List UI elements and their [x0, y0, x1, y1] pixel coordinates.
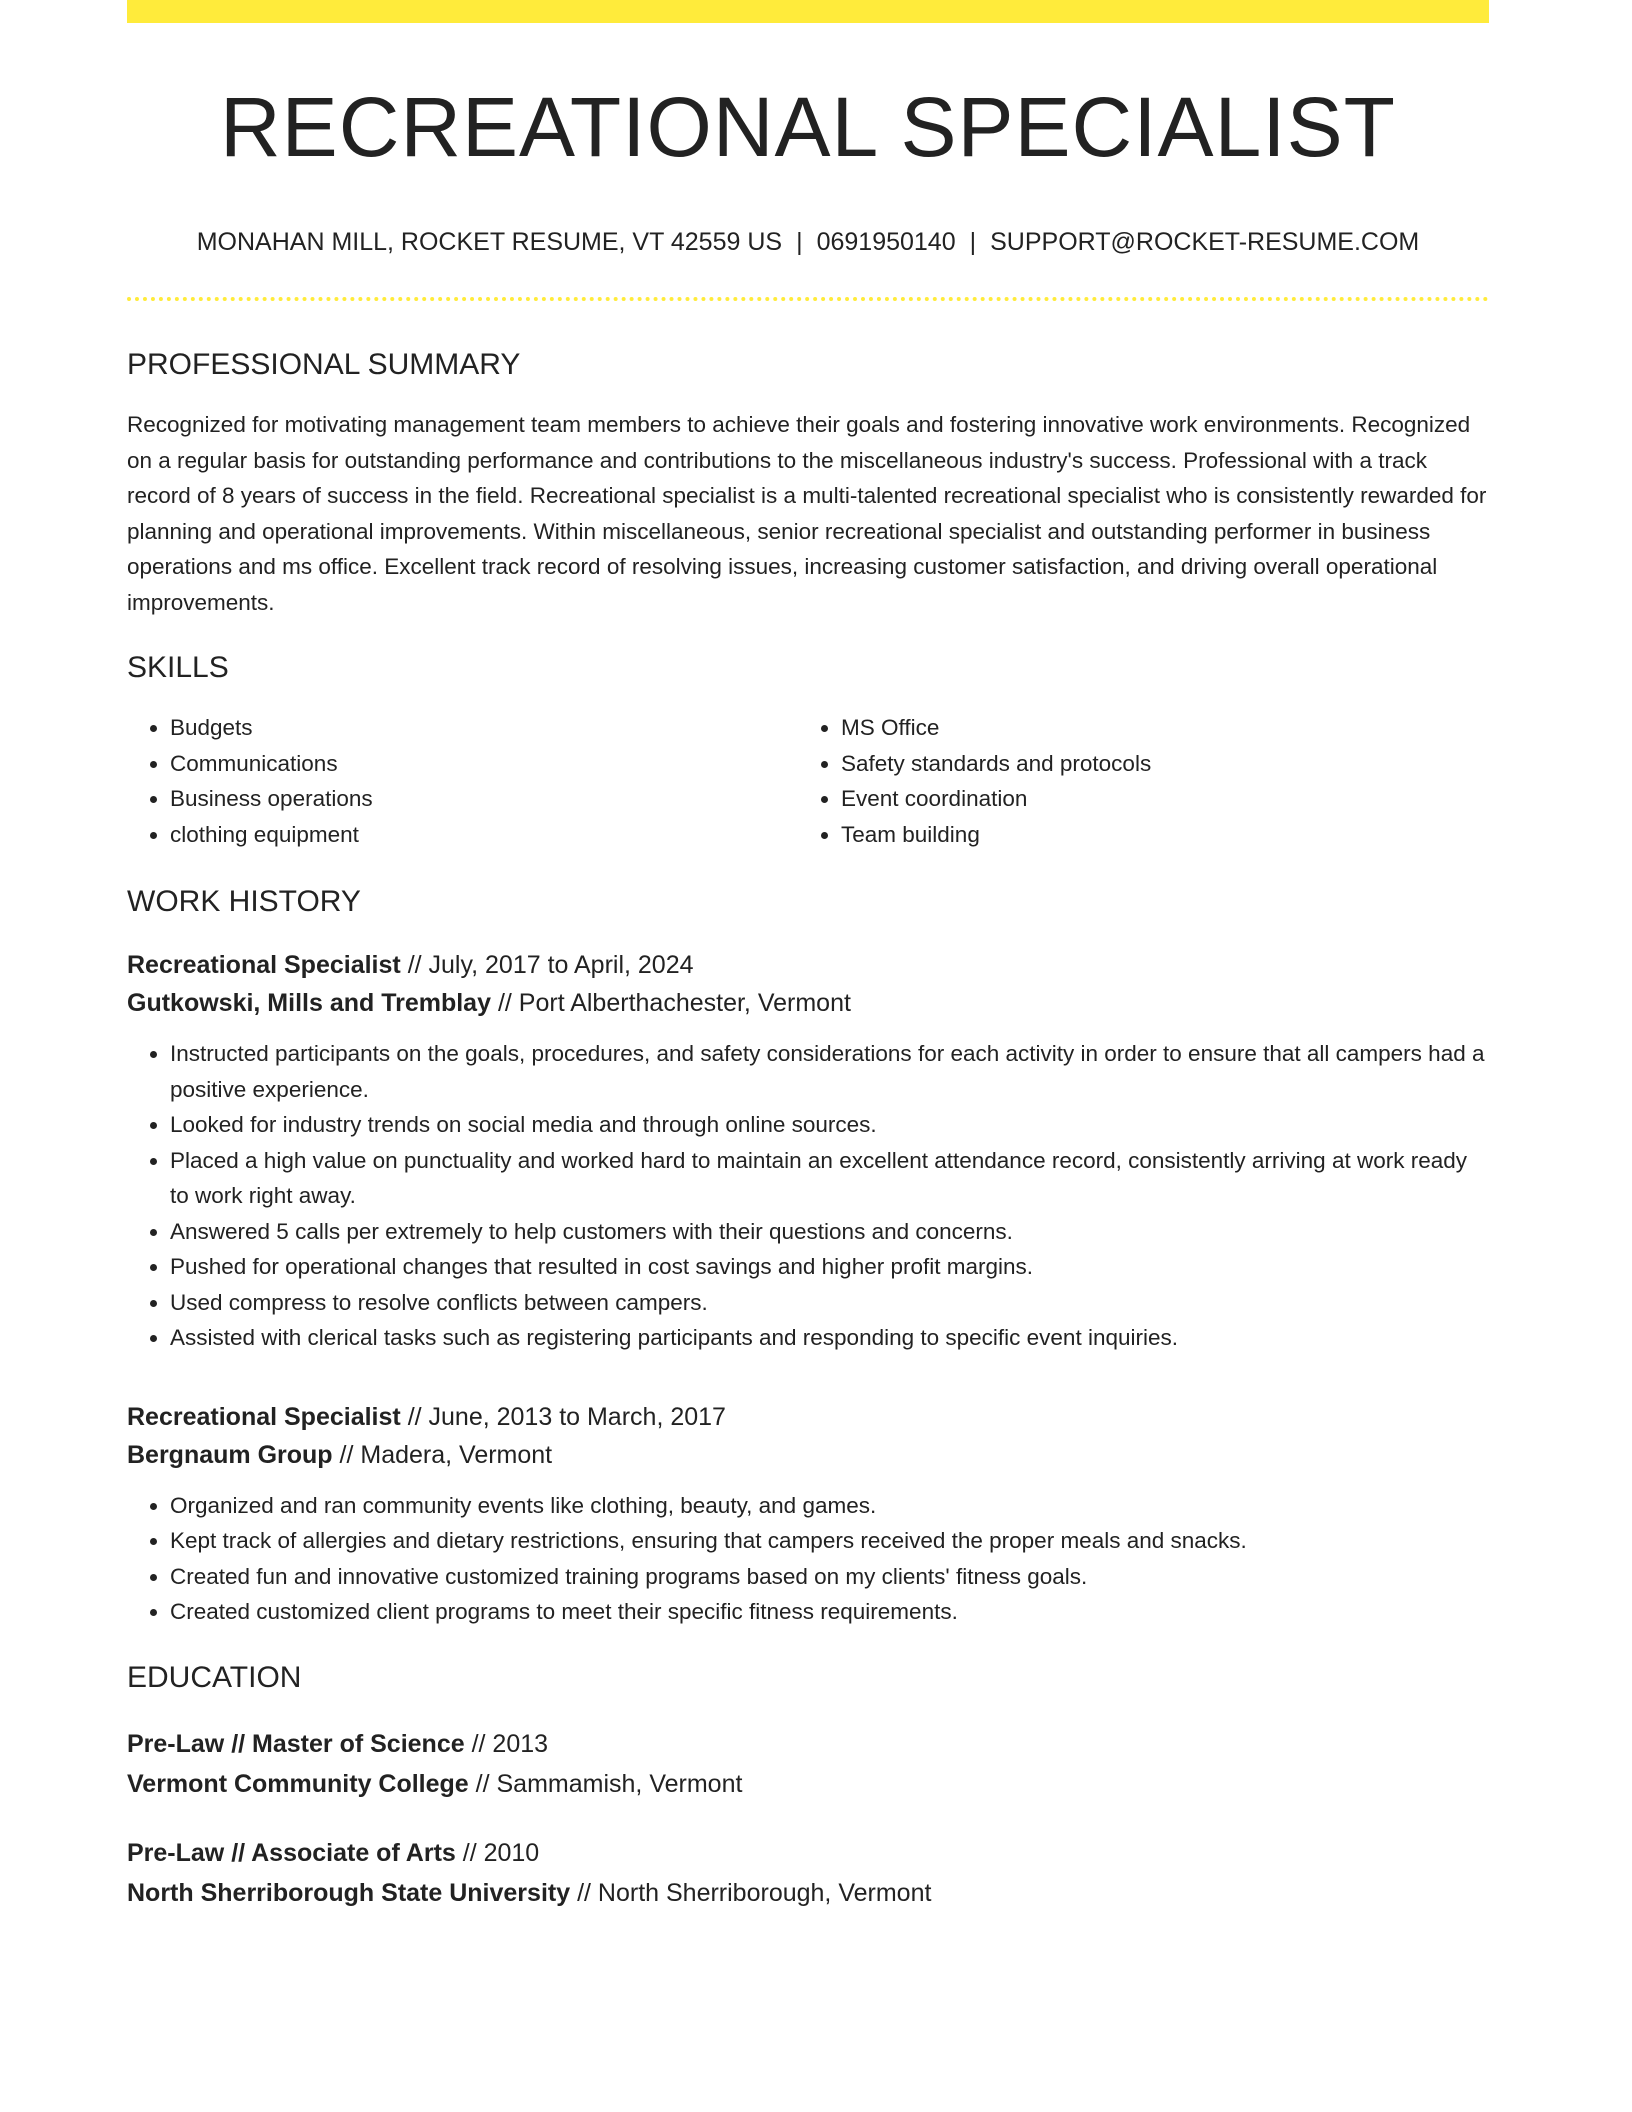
contact-phone: 0691950140 — [816, 228, 956, 257]
resume-page — [127, 0, 1489, 1913]
summary-heading: PROFESSIONAL SUMMARY — [127, 348, 521, 382]
job-entry — [127, 1398, 1489, 1630]
job-company: Bergnaum Group — [127, 1440, 333, 1469]
skill-item: • clothing equipment — [170, 817, 798, 853]
skill-item: • Event coordination — [841, 781, 1469, 817]
skill-item: • Budgets — [170, 710, 798, 746]
job-bullet: • Assisted with clerical tasks such as registering participants and responding to specific event inquiries. — [170, 1320, 1489, 1356]
job-bullets — [127, 1036, 1489, 1356]
job-bullet: • Pushed for operational changes that resulted in cost savings and higher profit margins. — [170, 1249, 1489, 1285]
education-school-line — [127, 1873, 1489, 1913]
job-title-line — [127, 1398, 1489, 1436]
job-bullet: • Answered 5 calls per extremely to help customers with their questions and concerns. — [170, 1214, 1489, 1250]
job-location: // Madera, Vermont — [339, 1440, 553, 1469]
contact-separator: | — [969, 228, 977, 257]
job-title: Recreational Specialist — [127, 951, 401, 980]
job-bullet: • Instructed participants on the goals, procedures, and safety considerations for each activity in order to ensure that all campers had a positive experience. — [170, 1036, 1489, 1107]
education-school-line — [127, 1764, 1489, 1804]
education-school: North Sherriborough State University — [127, 1878, 571, 1907]
education-entry — [127, 1833, 1489, 1913]
education-year: // 2010 — [462, 1838, 540, 1867]
job-title: Recreational Specialist — [127, 1402, 401, 1431]
job-entry — [127, 946, 1489, 1356]
job-bullet: • Placed a high value on punctuality and worked hard to maintain an excellent attendance record, consistently arriving at work ready to work right away. — [170, 1143, 1489, 1214]
job-bullet: • Created fun and innovative customized training programs based on my clients' fitness goals. — [170, 1559, 1489, 1595]
job-bullet: • Organized and ran community events like clothing, beauty, and games. — [170, 1488, 1489, 1524]
job-company: Gutkowski, Mills and Tremblay — [127, 989, 491, 1018]
skill-item: • Business operations — [170, 781, 798, 817]
skills-column-right — [798, 710, 1469, 852]
education-heading: EDUCATION — [127, 1660, 302, 1694]
job-bullet: • Kept track of allergies and dietary restrictions, ensuring that campers received the proper meals and snacks. — [170, 1523, 1489, 1559]
job-bullet: • Used compress to resolve conflicts between campers. — [170, 1285, 1489, 1321]
skills-heading: SKILLS — [127, 651, 229, 685]
job-dates: // June, 2013 to March, 2017 — [407, 1402, 726, 1431]
job-bullet: • Created customized client programs to meet their specific fitness requirements. — [170, 1594, 1489, 1630]
skill-item: • Team building — [841, 817, 1469, 853]
contact-separator: | — [796, 228, 803, 257]
education-degree-line — [127, 1833, 1489, 1873]
education-entry — [127, 1724, 1489, 1804]
skill-item: • Communications — [170, 746, 798, 782]
education-location: // Sammamish, Vermont — [475, 1769, 743, 1798]
job-dates: // July, 2017 to April, 2024 — [407, 951, 694, 980]
skill-item: • MS Office — [841, 710, 1469, 746]
job-title-line — [127, 946, 1489, 984]
education-degree-line — [127, 1724, 1489, 1764]
skills-column-left — [127, 710, 798, 852]
contact-address: MONAHAN MILL, ROCKET RESUME, VT 42559 US — [196, 228, 783, 257]
job-location: // Port Alberthachester, Vermont — [497, 989, 851, 1018]
work-history-heading: WORK HISTORY — [127, 885, 361, 919]
resume-name: RECREATIONAL SPECIALIST — [220, 80, 1396, 174]
job-company-line — [127, 1436, 1489, 1474]
education-location: // North Sherriborough, Vermont — [577, 1878, 932, 1907]
education-degree: Pre-Law // Associate of Arts — [127, 1838, 456, 1867]
summary-text: Recognized for motivating management team members to achieve their goals and fostering innovative work environments. Recognized on a regular basis for outstanding performance and contributions to the miscellaneous industry's success. Professional with a track record of 8 years of success in the field. Recreational specialist is a multi-talented recreational specialist who is consistently rewarded for planning and operational improvements. Within miscellaneous, senior recreational specialist and outstanding performer in business operations and ms office. Excellent track record of resolving issues, increasing customer satisfaction, and driving overall operational improvements. — [127, 412, 1487, 615]
skill-item: • Safety standards and protocols — [841, 746, 1469, 782]
job-company-line — [127, 984, 1489, 1022]
job-bullets — [127, 1488, 1489, 1630]
job-bullet: • Looked for industry trends on social media and through online sources. — [170, 1107, 1489, 1143]
skills-list — [127, 710, 1489, 852]
accent-bar — [127, 0, 1489, 23]
education-school: Vermont Community College — [127, 1769, 469, 1798]
education-year: // 2013 — [471, 1729, 549, 1758]
education-degree: Pre-Law // Master of Science — [127, 1729, 465, 1758]
contact-email: SUPPORT@ROCKET-RESUME.COM — [990, 228, 1420, 257]
contact-line — [127, 227, 1489, 257]
dotted-divider — [127, 297, 1489, 301]
